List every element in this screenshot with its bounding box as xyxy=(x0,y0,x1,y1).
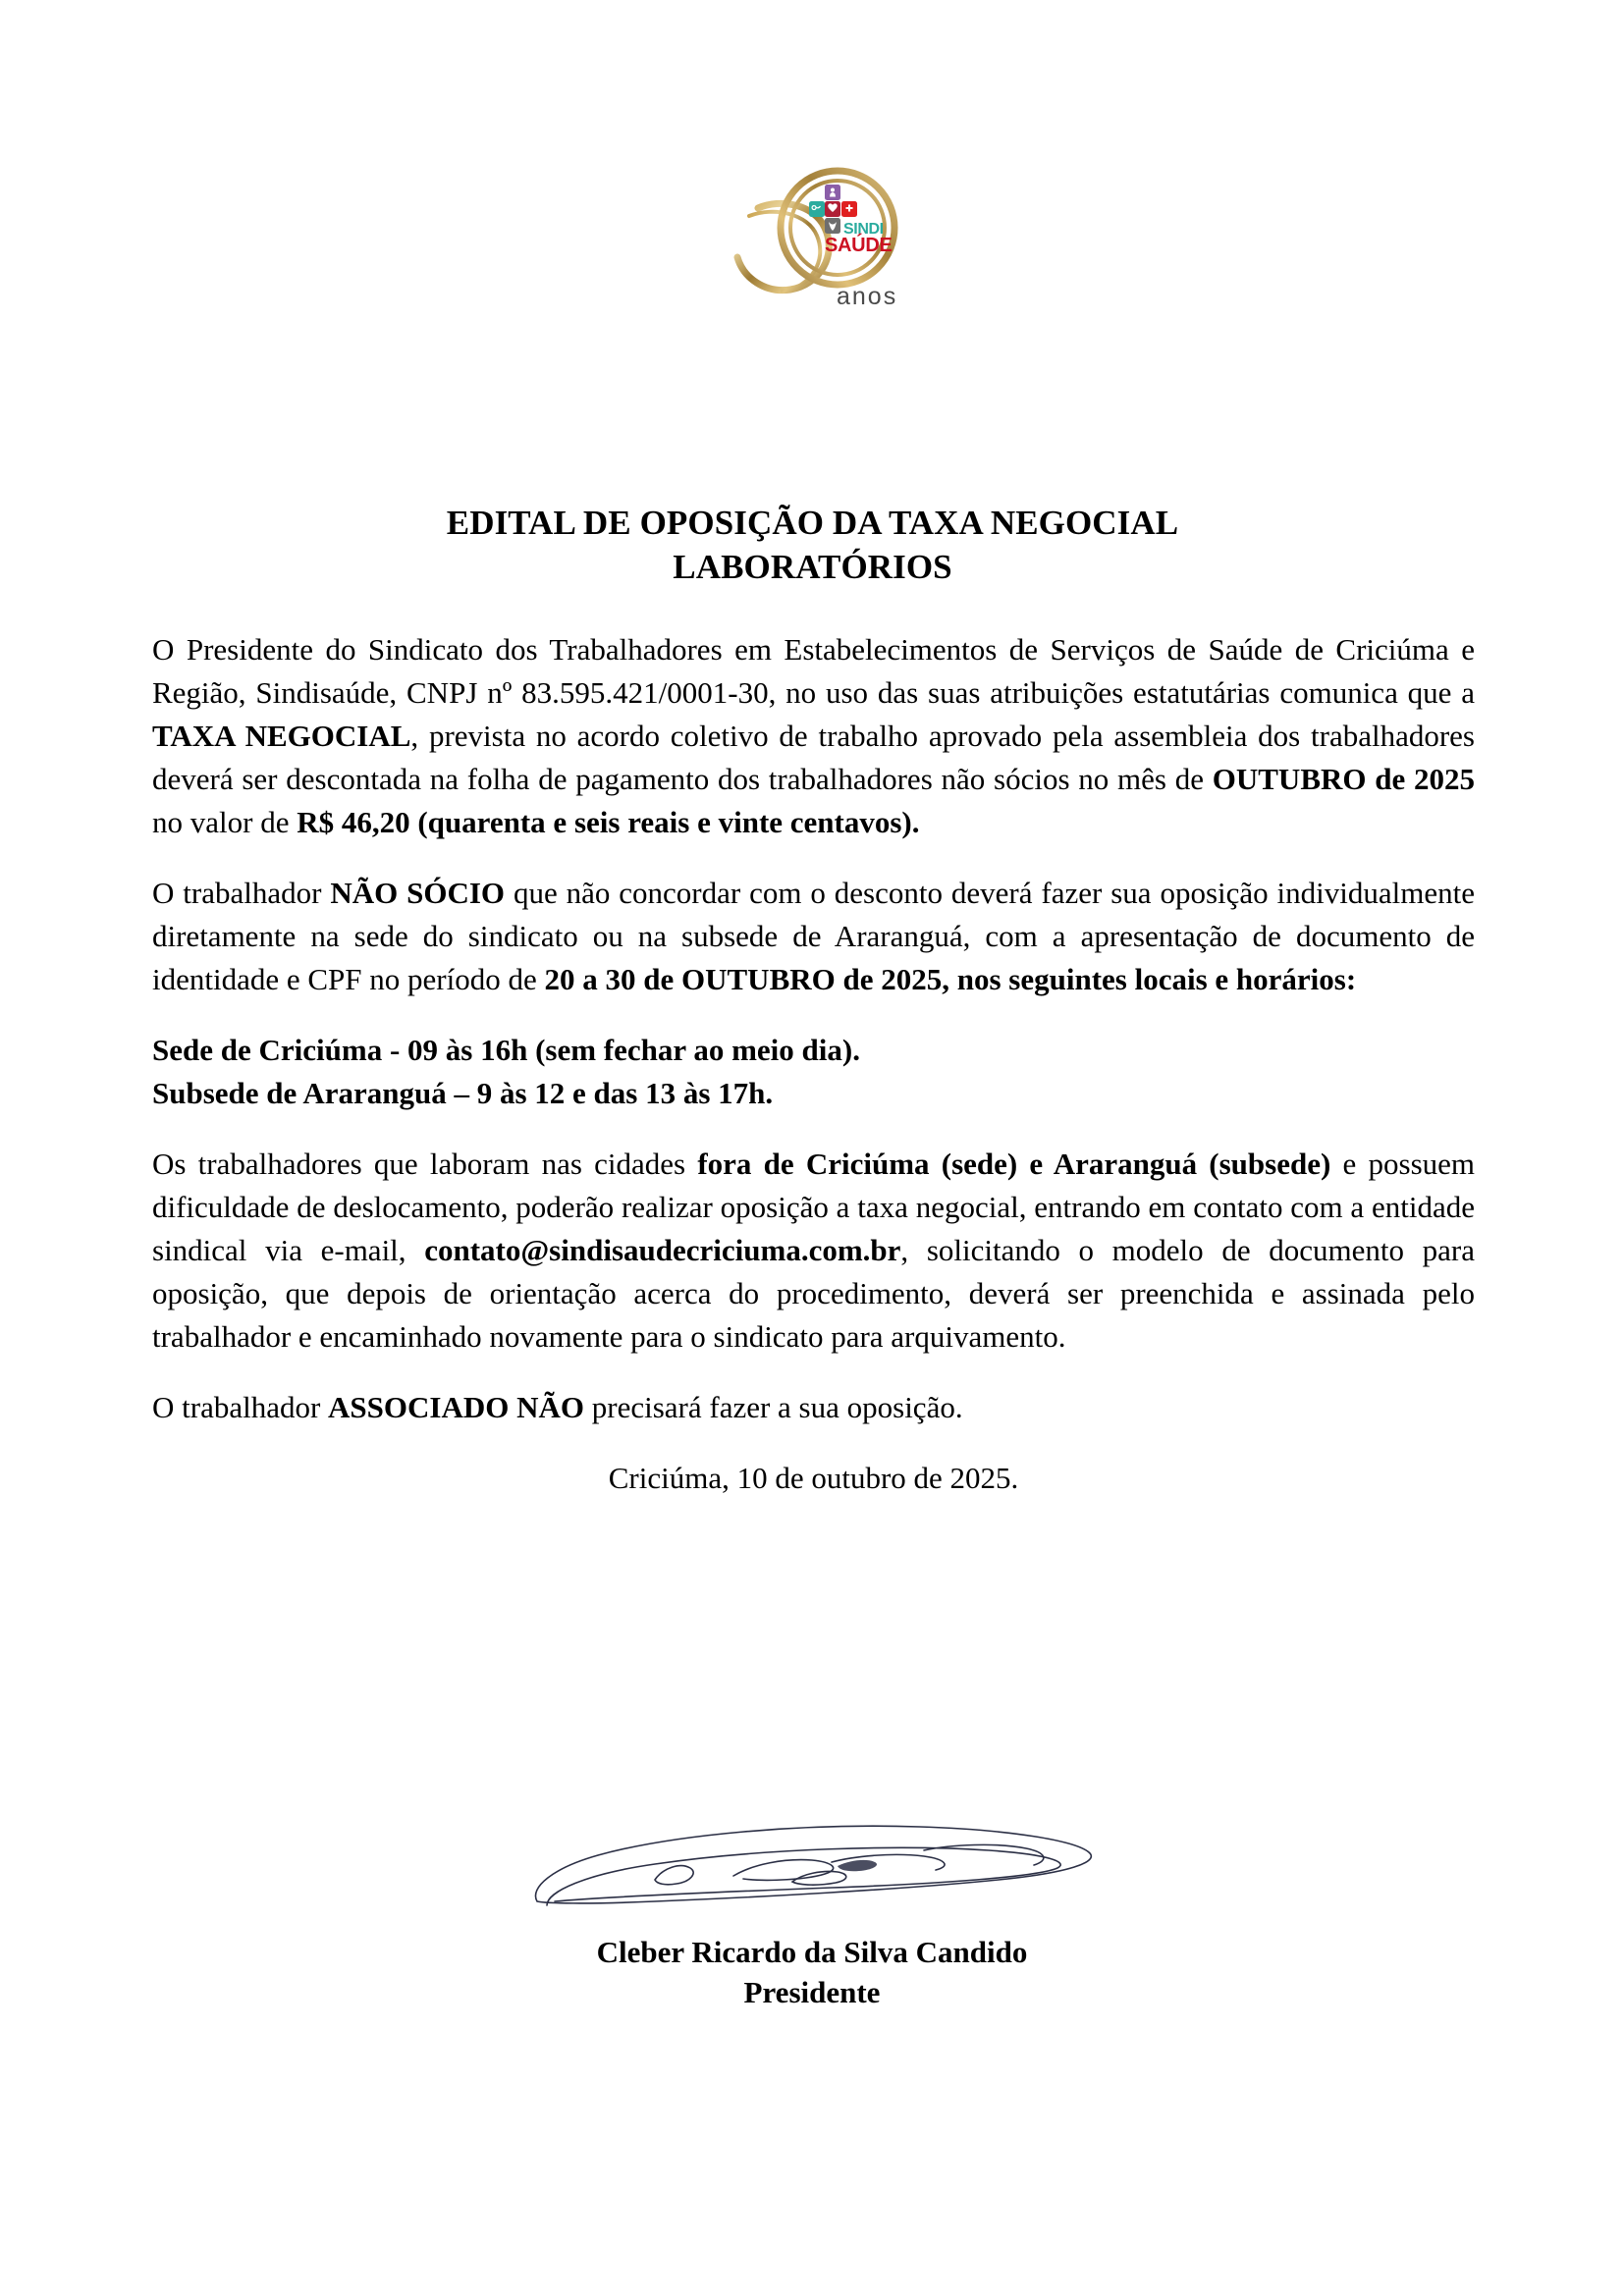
p3-segment-2: e possuem dificuldade de deslocamento, poderão realizar oposição a taxa negocial, entrando em contato com a entidade sindical via e-mail, xyxy=(152,1147,1476,1268)
signer-details xyxy=(0,1933,1624,2013)
signer-role: Presidente xyxy=(743,1974,881,2009)
paragraph-fora-das-cidades xyxy=(152,1143,1475,1359)
brand-saude-text: SAÚDE xyxy=(825,235,893,256)
logo-container xyxy=(0,147,1624,334)
brand-sindi-text: SINDI xyxy=(843,221,884,238)
p3-bold-cidades: fora de Criciúma (sede) e Araranguá (subsede) xyxy=(697,1147,1331,1182)
p2-segment-2: que não concordar com o desconto deverá fazer sua oposição individualmente diretamente na sede do sindicato ou na subsede de Araranguá, com a apresentação de documento de identidade e CPF no período de xyxy=(152,876,1475,997)
p4-bold-associado-nao: ASSOCIADO NÃO xyxy=(328,1390,585,1425)
document-body xyxy=(152,628,1475,1500)
p1-bold-taxa-negocial: TAXA NEGOCIAL xyxy=(152,719,411,754)
p1-bold-valor: R$ 46,20 (quarenta e seis reais e vinte centavos). xyxy=(297,805,920,840)
p4-segment-2: precisará fazer a sua oposição. xyxy=(584,1390,963,1425)
paragraph-nao-socio xyxy=(152,872,1475,1001)
p2-bold-nao-socio: NÃO SÓCIO xyxy=(330,876,506,911)
p4-segment-1: O trabalhador xyxy=(152,1390,329,1425)
page-title xyxy=(152,502,1473,590)
p3-segment-1: Os trabalhadores que laboram nas cidades xyxy=(152,1147,698,1182)
paragraph-associado xyxy=(152,1386,1475,1429)
p1-segment-1: O Presidente do Sindicato dos Trabalhadores em Estabelecimentos de Serviços de Saúde de Criciúma e Região, Sindisaúde, CNPJ nº 83.595.421/0001-30, no uso das suas atribuições estatutárias comunica que a xyxy=(152,632,1475,711)
handwritten-signature-icon xyxy=(508,1811,1116,1929)
sindisaude-50-anos-logo xyxy=(665,147,959,324)
p2-segment-1: O trabalhador xyxy=(152,876,331,911)
p3-segment-3: , solicitando o modelo de documento para oposição, que depois de orientação acerca do procedimento, deverá ser preenchida e assinada pelo trabalhador e encaminhado novamente para o sindicato para arquivamento. xyxy=(152,1233,1475,1355)
page-title-line-2: LABORATÓRIOS xyxy=(673,548,952,587)
signer-name: Cleber Ricardo da Silva Candido xyxy=(596,1935,1028,1969)
page-title-line-1: EDITAL DE OPOSIÇÃO DA TAXA NEGOCIAL xyxy=(446,504,1179,543)
p1-segment-2: , prevista no acordo coletivo de trabalho aprovado pela assembleia dos trabalhadores deverá ser descontada na folha de pagamento dos trabalhadores não sócios no mês de xyxy=(152,719,1475,797)
signature-block xyxy=(0,1811,1624,2013)
logo-anos-text: anos xyxy=(837,283,898,310)
p2-bold-periodo: 20 a 30 de OUTUBRO de 2025, nos seguintes locais e horários: xyxy=(544,962,1357,997)
location-sede-criciuma: Sede de Criciúma - 09 às 16h (sem fechar ao meio dia). xyxy=(152,1033,860,1068)
place-and-date: Criciúma, 10 de outubro de 2025. xyxy=(608,1461,1019,1496)
locations-and-hours xyxy=(152,1029,1475,1115)
paragraph-taxa-negocial xyxy=(152,628,1475,844)
location-subsede-ararangua: Subsede de Araranguá – 9 às 12 e das 13 às 17h. xyxy=(152,1076,774,1111)
baby-icon xyxy=(831,188,835,192)
icon-tile-teal xyxy=(809,201,825,217)
p1-segment-3: no valor de xyxy=(152,805,298,840)
p3-bold-email: contato@sindisaudecriciuma.com.br xyxy=(424,1233,901,1268)
p1-bold-mes: OUTUBRO de 2025 xyxy=(1212,762,1476,797)
